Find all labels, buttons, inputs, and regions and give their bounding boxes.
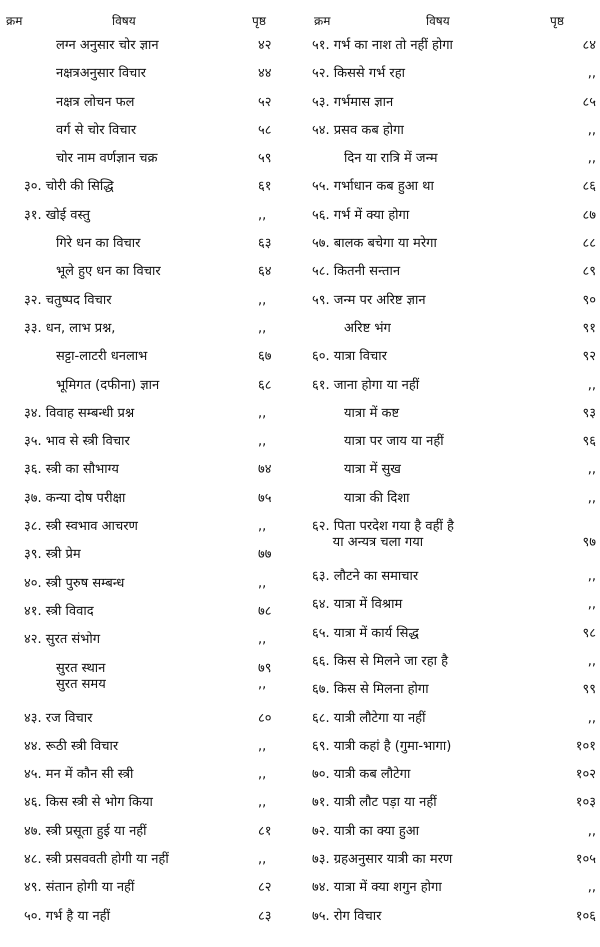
index-entry — [0, 846, 300, 874]
entry-page-number: ७४ — [258, 462, 272, 478]
entry-page-number: ९९ — [582, 682, 596, 698]
entry-page-number: ,, — [258, 207, 267, 223]
entry-subject: ४२. सुरत संभोग — [24, 632, 101, 648]
entry-subject: सट्टा-लाटरी धनलाभ — [56, 349, 148, 365]
entry-subject: चोर नाम वर्णज्ञान चक्र — [56, 151, 158, 167]
index-entry — [0, 89, 300, 117]
entry-page-number: ,, — [587, 462, 596, 478]
index-entry — [0, 400, 300, 428]
index-entry — [300, 485, 600, 513]
entry-subject: गिरे धन का विचार — [56, 236, 141, 252]
entry-page-number: ८२ — [258, 880, 272, 896]
index-entry — [0, 818, 300, 846]
entry-page-number: ९७ — [582, 535, 596, 551]
entry-subject: ३३. धन, लाभ प्रश्न, — [24, 320, 116, 336]
right-header-kram: क्रम — [314, 14, 331, 28]
index-entry — [300, 789, 600, 817]
index-entry — [300, 733, 600, 761]
index-entry — [300, 372, 600, 400]
entry-page-number: ६१ — [258, 179, 272, 195]
index-entry — [0, 32, 300, 60]
left-header — [0, 8, 300, 32]
entry-subject: ४४. रूठी स्त्री विचार — [24, 738, 119, 754]
entry-subject: ६९. यात्री कहां है (गुमा-भागा) — [312, 738, 452, 754]
entry-page-number: ९८ — [582, 625, 596, 641]
index-entry — [300, 874, 600, 902]
index-entry — [300, 287, 600, 315]
entry-subject: ७४. यात्रा में क्या शगुन होगा — [312, 880, 442, 896]
entry-page-number: ,, — [258, 320, 267, 336]
entry-page-number: ९६ — [582, 434, 596, 450]
index-entry — [0, 343, 300, 371]
entry-page-number: ,, — [587, 597, 596, 613]
entry-page-number: १०१ — [575, 738, 596, 754]
index-entry — [300, 315, 600, 343]
entry-page-number: ७७ — [258, 547, 272, 563]
entry-page-number: ७५ — [258, 490, 272, 506]
entry-subject: ४८. स्त्री प्रसववती होगी या नहीं — [24, 852, 169, 868]
entry-page-number: ,, — [258, 852, 267, 868]
index-entry — [0, 60, 300, 88]
left-column — [0, 8, 300, 931]
entry-page-number: ४४ — [258, 66, 272, 82]
entry-subject: ६७. किस से मिलना होगा — [312, 682, 429, 698]
entry-subject: वर्ग से चोर विचार — [56, 122, 137, 138]
entry-page-number: ,, — [587, 151, 596, 167]
entry-subject: ५३. गर्भमास ज्ञान — [312, 94, 394, 110]
entry-subject: ३८. स्त्री स्वभाव आचरण — [24, 519, 138, 535]
right-entries — [300, 32, 600, 931]
index-entry — [0, 315, 300, 343]
entry-subject: यात्रा पर जाय या नहीं — [344, 434, 444, 450]
entry-page-number: ८७ — [582, 207, 596, 223]
entry-page-number: १०२ — [575, 767, 596, 783]
entry-page-number: ,, — [258, 434, 267, 450]
index-entry — [0, 733, 300, 761]
index-entry — [0, 202, 300, 230]
index-entry — [0, 626, 300, 654]
entry-page-number: ७८ — [258, 603, 272, 619]
entry-page-number: ९० — [582, 292, 596, 308]
entry-page-number: ,, — [587, 122, 596, 138]
index-entry — [300, 117, 600, 145]
entry-subject: ५०. गर्भ है या नहीं — [24, 908, 110, 924]
index-entry — [0, 655, 300, 705]
index-entry — [300, 428, 600, 456]
left-header-vishay: विषय — [112, 14, 136, 28]
entry-page-number: ,, — [258, 519, 267, 535]
entry-subject: नक्षत्र लोचन फल — [56, 94, 135, 110]
index-entry — [300, 230, 600, 258]
entry-page-number: ६३ — [258, 236, 272, 252]
entry-page-number: १०५ — [575, 852, 596, 868]
entry-subject: ५६. गर्भ में क्या होगा — [312, 207, 410, 223]
right-header — [300, 8, 600, 32]
entry-subject: ४०. स्त्री पुरुष सम्बन्ध — [24, 575, 125, 591]
entry-subject: ६५. यात्रा में कार्य सिद्ध — [312, 625, 419, 641]
index-entry — [300, 620, 600, 648]
entry-subject: ६६. किस से मिलने जा रहा है — [312, 653, 449, 669]
entry-subject: ६१. जाना होगा या नहीं — [312, 377, 420, 393]
entry-subject: ६३. लौटने का समाचार — [312, 569, 419, 585]
entry-subject: ५१. गर्भ का नाश तो नहीं होगा — [312, 38, 453, 53]
entry-subject: ५५. गर्भाधान कब हुआ था — [312, 179, 434, 195]
entry-page-number: १०३ — [575, 795, 596, 811]
entry-subject: ५२. किससे गर्भ रहा — [312, 66, 406, 82]
entry-page-number: ६४ — [258, 264, 272, 280]
right-header-prishth: पृष्ठ — [550, 14, 564, 28]
entry-subject: सुरत स्थान सुरत समय — [56, 660, 106, 692]
entry-page-number: ५२ — [258, 94, 272, 110]
entry-subject: ७५. रोग विचार — [312, 908, 382, 924]
entry-page-number: ,, — [587, 490, 596, 506]
index-entry — [300, 591, 600, 619]
entry-page-number: ४२ — [258, 38, 272, 53]
entry-page-number: ८३ — [258, 908, 272, 924]
entry-subject: लग्न अनुसार चोर ज्ञान — [56, 38, 159, 53]
entry-page-number: ८० — [258, 710, 272, 726]
entry-subject: ६४. यात्रा में विश्राम — [312, 597, 403, 613]
entry-subject: यात्रा की दिशा — [344, 490, 410, 506]
entry-subject: दिन या रात्रि में जन्म — [344, 151, 438, 167]
entry-page-number: ६८ — [258, 377, 272, 393]
entry-subject: नक्षत्रअनुसार विचार — [56, 66, 146, 82]
entry-page-number: ,, — [258, 575, 267, 591]
entry-subject: ५८. कितनी सन्तान — [312, 264, 401, 280]
index-entry — [300, 258, 600, 286]
entry-page-number: ८६ — [582, 179, 596, 195]
entry-subject: ५७. बालक बचेगा या मरेगा — [312, 236, 437, 252]
entry-page-number: ९३ — [582, 405, 596, 421]
index-entry — [0, 145, 300, 173]
index-entry — [0, 598, 300, 626]
index-entry — [0, 570, 300, 598]
index-entry — [0, 173, 300, 201]
entry-page-number: ,, — [258, 292, 267, 308]
index-entry — [300, 202, 600, 230]
index-entry — [300, 513, 600, 563]
entry-subject: ४१. स्त्री विवाद — [24, 603, 94, 619]
entry-subject: ६२. पिता परदेश गया है वहीं है या अन्यत्र चला गया — [312, 519, 454, 551]
entry-page-number: ,, — [587, 569, 596, 585]
entry-page-number: १०६ — [575, 908, 596, 924]
entry-page-number: ,, — [258, 738, 267, 754]
entry-page-number: ,, — [258, 405, 267, 421]
index-entry — [0, 761, 300, 789]
entry-subject: ४९. संतान होगी या नहीं — [24, 880, 135, 896]
entry-page-number: ५८ — [258, 122, 272, 138]
entry-subject: ३५. भाव से स्त्री विचार — [24, 434, 130, 450]
index-entry — [0, 456, 300, 484]
index-entry — [300, 400, 600, 428]
entry-subject: ३४. विवाह सम्बन्धी प्रश्न — [24, 405, 135, 421]
entry-page-number: ,, — [587, 710, 596, 726]
index-entry — [0, 874, 300, 902]
entry-subject: अरिष्ट भंग — [344, 320, 391, 336]
index-entry — [300, 903, 600, 931]
entry-subject: ७१. यात्री लौट पड़ा या नहीं — [312, 795, 437, 811]
index-entry — [0, 372, 300, 400]
index-entry — [0, 541, 300, 569]
entry-page-number: ,, — [258, 632, 267, 648]
entry-page-number: ८९ — [582, 264, 596, 280]
entry-page-number: ,, — [258, 767, 267, 783]
entry-subject: ४७. स्त्री प्रसूता हुई या नहीं — [24, 823, 147, 839]
index-entry — [0, 428, 300, 456]
entry-subject: ३७. कन्या दोष परीक्षा — [24, 490, 126, 506]
entry-subject: ६८. यात्री लौटेगा या नहीं — [312, 710, 426, 726]
entry-page-number: ५९ — [258, 151, 272, 167]
entry-subject: ३९. स्त्री प्रेम — [24, 547, 81, 563]
right-column — [300, 8, 600, 931]
index-entry — [300, 343, 600, 371]
index-entry — [300, 705, 600, 733]
index-entry — [300, 818, 600, 846]
index-entry — [300, 648, 600, 676]
entry-page-number: ,, — [587, 66, 596, 82]
entry-subject: यात्रा में कष्ट — [344, 405, 400, 421]
entry-subject: ३१. खोई वस्तु — [24, 207, 90, 223]
entry-page-number: ,, — [587, 653, 596, 669]
index-entry — [300, 676, 600, 704]
entry-page-number: ,, — [587, 880, 596, 896]
index-entry — [300, 60, 600, 88]
index-entry — [300, 89, 600, 117]
index-entry — [0, 485, 300, 513]
entry-subject: यात्रा में सुख — [344, 462, 401, 478]
index-entry — [0, 789, 300, 817]
right-header-vishay: विषय — [426, 14, 450, 28]
left-header-prishth: पृष्ठ — [252, 14, 266, 28]
entry-page-number: ९१ — [582, 320, 596, 336]
entry-page-number: ,, — [258, 795, 267, 811]
index-entry — [300, 145, 600, 173]
entry-subject: ५४. प्रसव कब होगा — [312, 122, 404, 138]
entry-page-number: ८८ — [582, 236, 596, 252]
left-entries — [0, 32, 300, 931]
index-entry — [300, 32, 600, 60]
entry-subject: भूमिगत (दफीना) ज्ञान — [56, 377, 160, 393]
index-entry — [0, 705, 300, 733]
entry-page-number: ,, — [587, 377, 596, 393]
index-entry — [0, 230, 300, 258]
entry-page-number: ८४ — [582, 38, 596, 53]
entry-page-number: ,, — [587, 823, 596, 839]
index-entry — [300, 456, 600, 484]
index-entry — [300, 173, 600, 201]
entry-subject: ७२. यात्री का क्या हुआ — [312, 823, 420, 839]
entry-page-number: ८५ — [582, 94, 596, 110]
entry-subject: ४३. रज विचार — [24, 710, 93, 726]
entry-subject: भूले हुए धन का विचार — [56, 264, 161, 280]
index-entry — [300, 563, 600, 591]
index-entry — [300, 761, 600, 789]
entry-subject: ४६. किस स्त्री से भोग किया — [24, 795, 153, 811]
entry-subject: ६०. यात्रा विचार — [312, 349, 387, 365]
entry-subject: ३६. स्त्री का सौभाग्य — [24, 462, 119, 478]
index-entry — [300, 846, 600, 874]
index-entry — [0, 117, 300, 145]
entry-page-number: ६७ — [258, 349, 272, 365]
index-entry — [0, 258, 300, 286]
index-entry — [0, 903, 300, 931]
entry-page-number: ८१ — [258, 823, 272, 839]
index-entry — [0, 287, 300, 315]
entry-page-number: ९२ — [582, 349, 596, 365]
index-entry — [0, 513, 300, 541]
entry-subject: ३०. चोरी की सिद्धि — [24, 179, 114, 195]
entry-subject: ४५. मन में कौन सी स्त्री — [24, 767, 134, 783]
entry-subject: ७०. यात्री कब लौटेगा — [312, 767, 411, 783]
entry-subject: ५९. जन्म पर अरिष्ट ज्ञान — [312, 292, 426, 308]
left-header-kram: क्रम — [6, 14, 23, 28]
entry-page-number: ७९ ,, — [258, 660, 272, 692]
entry-subject: ३२. चतुष्पद विचार — [24, 292, 112, 308]
entry-subject: ७३. ग्रहअनुसार यात्री का मरण — [312, 852, 453, 868]
